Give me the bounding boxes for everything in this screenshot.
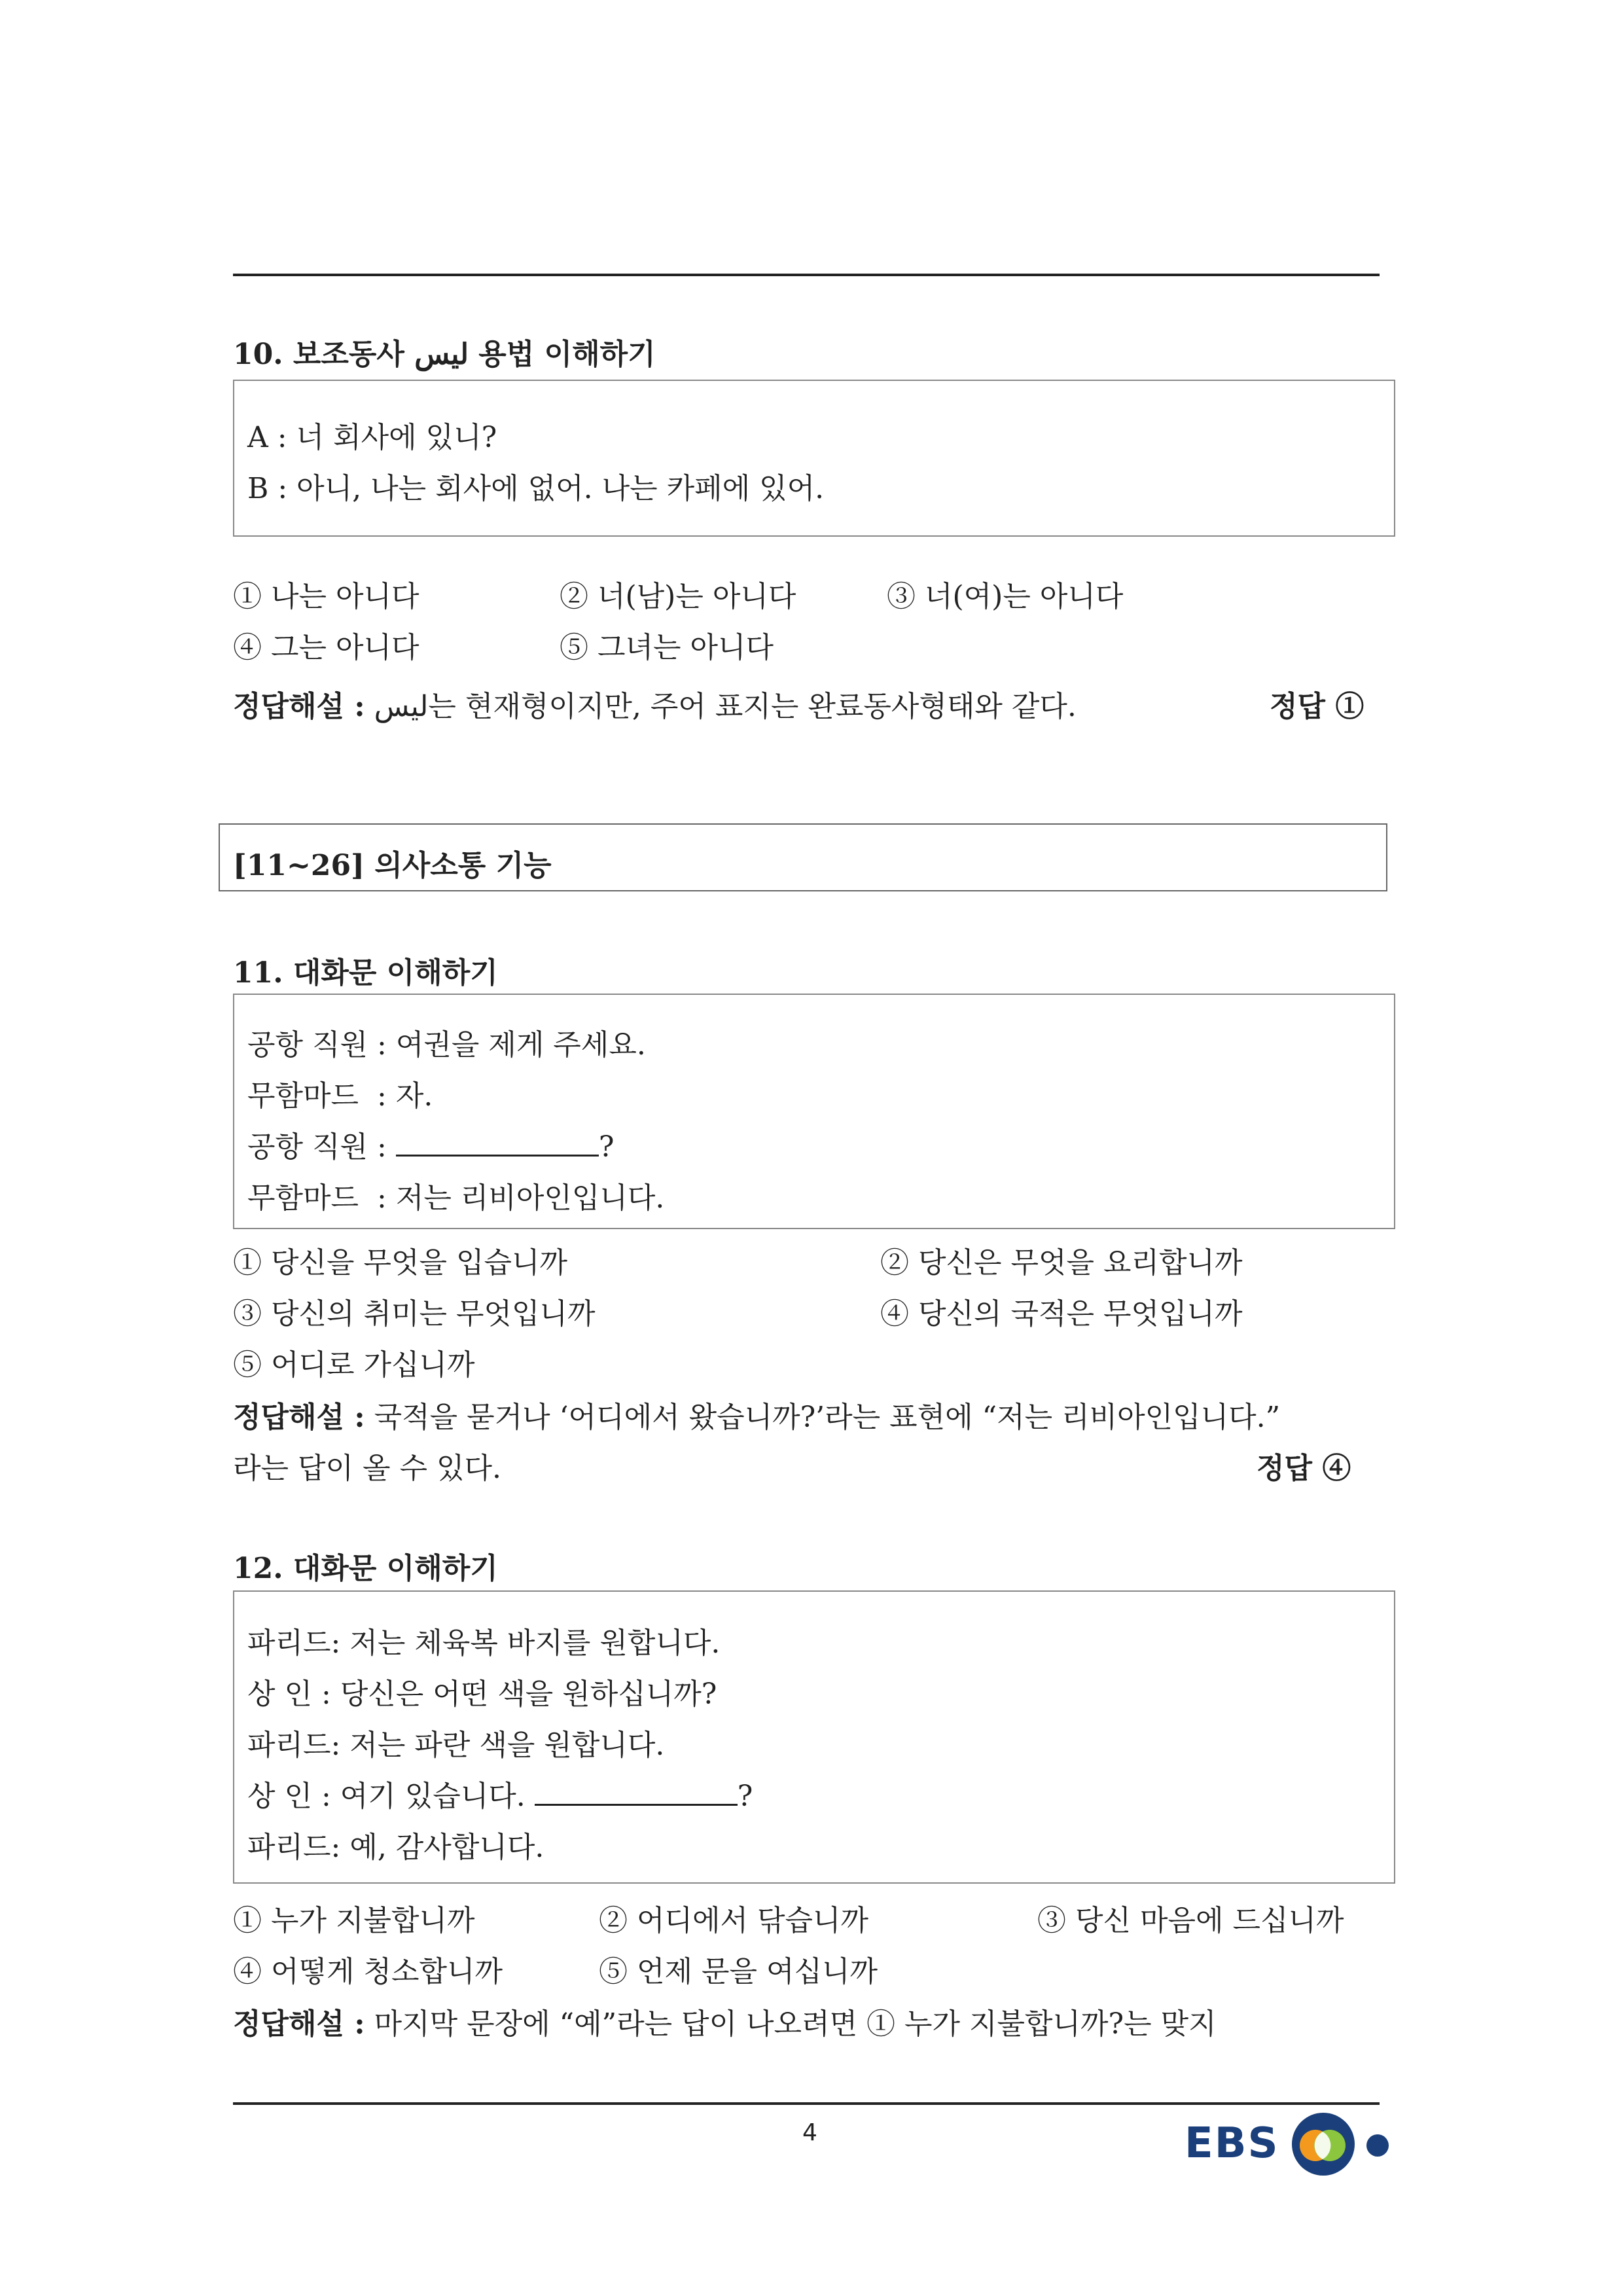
q11-answer-blank [396,1128,599,1157]
q11-explanation [233,1393,1280,1435]
ebs-logo-mark [1289,2111,1400,2177]
q10-heading: 10. 보조동사 ليس 용법 이해하기 [233,338,656,371]
q12-choice-4: ④ 어떻게 청소합니까 [233,1955,503,1988]
q10-choice-3: ③ 너(여)는 아니다 [887,580,1124,613]
q11-heading: 11. 대화문 이해하기 [233,956,498,990]
q10-dialogue-box [233,380,1395,537]
q11-speaker: 무함마드 [247,1079,359,1113]
q12-explain-label: 정답해설 : [233,2007,365,2041]
q12-choice-1: ① 누가 지불합니까 [233,1904,475,1937]
page-number: 4 [802,2119,817,2146]
q12-line-1: 파리드: 저는 체육복 바지를 원합니다. [247,1626,721,1660]
q10-choice-4: ④ 그는 아니다 [233,631,419,664]
q12-line-4: 상 인 : 여기 있습니다. ? [247,1772,753,1814]
q11-line-2: 무함마드 : 자. [247,1079,433,1113]
q10-explain-label: 정답해설 : [233,690,365,723]
q10-explain-text: ليس는 현재형이지만, 주어 표지는 완료동사형태와 같다. [374,690,1077,723]
q12-explain-text: 마지막 문장에 “예”라는 답이 나오려면 ① 누가 지불합니까?는 맞지 [374,2007,1217,2041]
q11-speaker: 공항 직원 [247,1028,368,1062]
ebs-logo-text: EBS [1185,2119,1279,2168]
q11-line-1: 공항 직원 : 여권을 제게 주세요. [247,1028,646,1062]
q12-heading: 12. 대화문 이해하기 [233,1552,498,1585]
section-title: [11~26] 의사소통 기능 [233,849,552,882]
q11-explain-text: 국적을 묻거나 ‘어디에서 왔습니까?’라는 표현에 “저는 리비아인입니다.” [374,1401,1281,1434]
q12-speaker: 상 인 [247,1677,312,1711]
q11-choice-2: ② 당신은 무엇을 요리합니까 [880,1246,1243,1280]
q10-explanation [233,683,1077,725]
q12-speaker: 파리드 [247,1626,331,1660]
q12-choice-2: ② 어디에서 닦습니까 [599,1904,869,1937]
top-rule [233,274,1380,276]
q11-utterance: 자. [395,1079,433,1113]
q10-choice-5: ⑤ 그녀는 아니다 [560,631,774,664]
q12-utterance: 당신은 어떤 색을 원하십니까? [340,1677,717,1711]
q10-answer: 정답 ① [1270,690,1364,723]
footer-rule [233,2102,1380,2105]
q11-line-4: 무함마드 : 저는 리비아인입니다. [247,1181,665,1215]
q10-choice-1: ① 나는 아니다 [233,580,419,613]
q10-choice-2: ② 너(남)는 아니다 [560,580,796,613]
q12-utterance: 여기 있습니다. [340,1780,535,1813]
q12-utterance: 저는 체육복 바지를 원합니다. [349,1626,721,1660]
q12-speaker: 파리드 [247,1831,331,1864]
q11-line-3: 공항 직원 : ? [247,1123,614,1165]
q11-speaker: 공항 직원 [247,1130,368,1164]
q12-choice-3: ③ 당신 마음에 드십니까 [1037,1904,1344,1937]
q10-line-a: A : 너 회사에 있니? [247,421,497,454]
q12-answer-blank [535,1778,738,1806]
ebs-logo [1185,2111,1400,2177]
q12-dialogue-box [233,1590,1395,1884]
q11-utterance: 저는 리비아인입니다. [395,1181,665,1215]
q11-utterance: 여권을 제게 주세요. [395,1028,646,1062]
q12-line-2: 상 인 : 당신은 어떤 색을 원하십니까? [247,1677,717,1711]
q11-dialogue-box [233,994,1395,1229]
q11-speaker: 무함마드 [247,1181,359,1215]
q11-choice-5: ⑤ 어디로 가십니까 [233,1348,475,1382]
q12-explanation [233,2000,1217,2042]
q12-line-5: 파리드: 예, 감사합니다. [247,1831,544,1864]
q12-speaker: 파리드 [247,1729,331,1762]
q11-choice-4: ④ 당신의 국적은 무엇입니까 [880,1297,1243,1331]
q12-line-3: 파리드: 저는 파란 색을 원합니다. [247,1729,665,1762]
q11-choice-1: ① 당신을 무엇을 입습니까 [233,1246,567,1280]
section-box [219,823,1387,891]
q10-line-b: B : 아니, 나는 회사에 없어. 나는 카페에 있어. [247,472,825,505]
q12-choice-5: ⑤ 언제 문을 여십니까 [599,1955,878,1988]
q11-explain-label: 정답해설 : [233,1401,365,1434]
q11-choice-3: ③ 당신의 취미는 무엇입니까 [233,1297,596,1331]
q11-explain-text-2: 라는 답이 올 수 있다. [233,1452,501,1485]
q12-utterance: 저는 파란 색을 원합니다. [349,1729,665,1762]
q11-answer: 정답 ④ [1257,1452,1351,1485]
q12-utterance: 예, 감사합니다. [349,1831,544,1864]
q12-speaker: 상 인 [247,1780,312,1813]
